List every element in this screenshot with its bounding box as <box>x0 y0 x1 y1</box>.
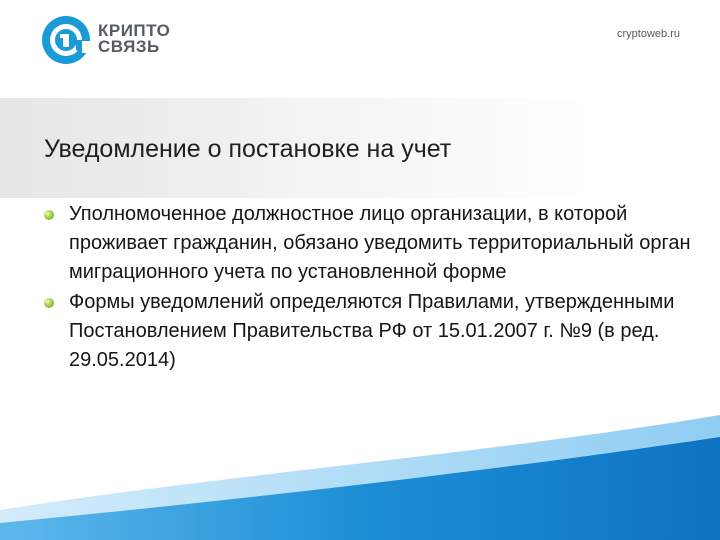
bullet-list <box>44 200 694 376</box>
at-sign-logo-icon <box>40 14 92 66</box>
bullet-text: Уполномоченное должностное лицо организации, в которой проживает гражданин, обязано уведомить территориальный орган миграционного учета по установленной форме <box>69 203 691 283</box>
bullet-text: Формы уведомлений определяются Правилами, утвержденными Постановлением Правительства РФ от 15.01.2007 г. №9 (в ред. 29.05.2014) <box>69 291 675 371</box>
bullet-item <box>44 200 694 287</box>
bullet-item <box>44 288 694 375</box>
logo-text <box>98 23 170 55</box>
logo-line1: КРИПТО <box>98 21 171 40</box>
site-url: cryptoweb.ru <box>617 28 680 40</box>
bullet-dot-icon <box>44 210 54 220</box>
logo <box>40 14 190 66</box>
bottom-wave <box>0 415 720 540</box>
slide-title: Уведомление о постановке на учет <box>44 135 452 163</box>
logo-line2: СВЯЗЬ <box>98 37 160 56</box>
bullet-dot-icon <box>44 298 54 308</box>
